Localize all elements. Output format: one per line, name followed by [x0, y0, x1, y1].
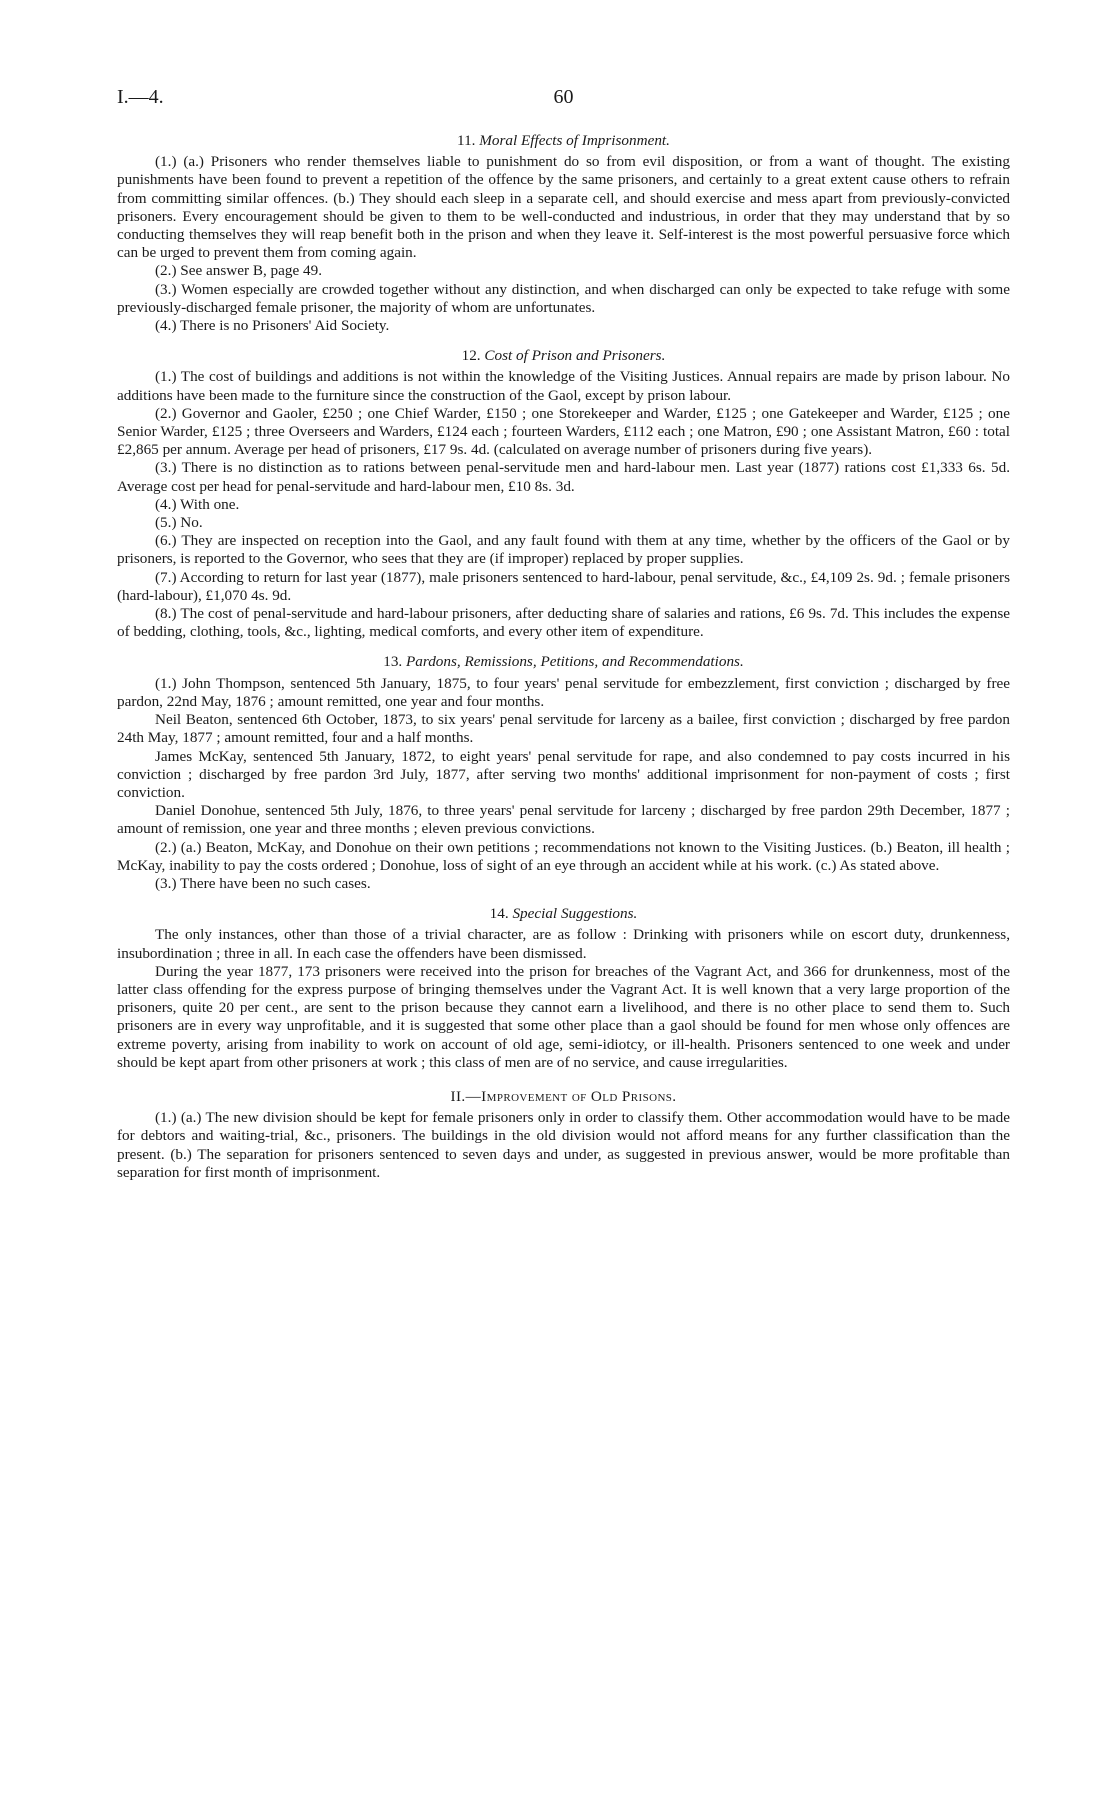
section-special-suggestions: [117, 905, 1010, 1072]
paragraph: (3.) There have been no such cases.: [155, 874, 371, 892]
paragraph: (3.) There is no distinction as to rations between penal-servitude men and hard-labour men. Last year (1877) rations cost £1,333 6s. 5d. Average cost per head for penal-servitude and hard-labour men, £10 8s. 3d.: [117, 459, 1010, 495]
paragraph: (1.) (a.) Prisoners who render themselves liable to punishment do so from evil disposition, or from a want of thought. The existing punishments have been found to prevent a repetition of the offence by the same prisoners, and certainly to a great extent cause others to refrain from committing similar offences. (b.) They should each sleep in a separate cell, and should exercise and mess apart from previously-convicted prisoners. Every encouragement should be given to them to be well-conducted and industrious, in order that they may understand that by so conducting themselves they will reap benefit both in the prison and when they leave it. Self-interest is the most powerful persuasive force which can be urged to prevent them from coming again.: [117, 153, 1010, 262]
section-improvement-old-prisons: [117, 1088, 1010, 1182]
section-moral-effects: [117, 132, 1010, 335]
paragraph: (7.) According to return for last year (1877), male prisoners sentenced to hard-labour, penal servitude, &c., £4,109 2s. 9d. ; female prisoners (hard-labour), £1,070 4s. 9d.: [117, 568, 1010, 604]
paragraph: (1.) The cost of buildings and additions is not within the knowledge of the Visiting Justices. Annual repairs are made by prison labour. No additions have been made to the furniture since the construction of the Gaol, except by prison labour.: [117, 368, 1010, 404]
section-heading: II.—Improvement of Old Prisons.: [450, 1087, 677, 1105]
paragraph: Neil Beaton, sentenced 6th October, 1873, to six years' penal servitude for larceny as a bailee, first conviction ; discharged by free pardon 24th May, 1877 ; amount remitted, four and a half months.: [117, 711, 1010, 747]
document-reference: I.—4.: [117, 86, 164, 108]
section-cost-of-prison: [117, 347, 1010, 641]
page-number: 60: [553, 86, 574, 108]
page-header: [117, 88, 1010, 118]
document-page: [117, 88, 1010, 1194]
paragraph: (6.) They are inspected on reception into the Gaol, and any fault found with them at any time, whether by the officers of the Gaol or by prisoners, is reported to the Governor, who sees that they are (if improper) replaced by proper supplies.: [117, 532, 1010, 568]
paragraph: (2.) Governor and Gaoler, £250 ; one Chief Warder, £150 ; one Storekeeper and Warder, £125 ; one Gatekeeper and Warder, £125 ; one Senior Warder, £125 ; three Overseers and Warders, £124 each ; fourteen Warders, £112 each ; one Matron, £90 ; one Assistant Matron, £60 : total £2,865 per annum. Average per head of prisoners, £17 9s. 4d. (calculated on average number of prisoners during five years).: [117, 404, 1010, 459]
section-heading: 11. Moral Effects of Imprisonment.: [457, 132, 670, 149]
section-heading: 14. Special Suggestions.: [489, 905, 638, 923]
paragraph: (8.) The cost of penal-servitude and hard-labour prisoners, after deducting share of salaries and rations, £6 9s. 7d. This includes the expense of bedding, clothing, tools, &c., lighting, medical comforts, and every other item of expenditure.: [117, 605, 1010, 641]
paragraph: (4.) With one.: [155, 495, 240, 513]
paragraph: (1.) (a.) The new division should be kept for female prisoners only in order to classify them. Other accommodation would have to be made for debtors and waiting-trial, &c., prisoners. The buildings in the old division would not afford means for any further classification than the present. (b.) The separation for prisoners sentenced to seven days and under, as suggested in previous answer, would be more profitable than separation for first month of imprisonment.: [117, 1109, 1010, 1181]
paragraph: Daniel Donohue, sentenced 5th July, 1876, to three years' penal servitude for larceny ; discharged by free pardon 29th December, 1877 ; amount of remission, one year and three months ; eleven previous convictions.: [117, 802, 1010, 838]
paragraph: (2.) See answer B, page 49.: [155, 262, 323, 280]
paragraph: (3.) Women especially are crowded together without any distinction, and when discharged can only be expected to take refuge with some previously-discharged female prisoner, the majority of whom are unfortunates.: [117, 280, 1010, 316]
paragraph: The only instances, other than those of a trivial character, are as follow : Drinking with prisoners while on escort duty, drunkenness, insubordination ; three in all. In each case the offenders have been dismissed.: [117, 926, 1010, 962]
paragraph: (4.) There is no Prisoners' Aid Society.: [155, 317, 390, 335]
paragraph: James McKay, sentenced 5th January, 1872, to eight years' penal servitude for rape, and also condemned to pay costs incurred in his conviction ; discharged by free pardon 3rd July, 1877, after serving two months' additional imprisonment for non-payment of costs ; first conviction.: [117, 747, 1010, 801]
paragraph: (5.) No.: [155, 514, 203, 532]
paragraph: (1.) John Thompson, sentenced 5th January, 1875, to four years' penal servitude for embezzlement, first conviction ; discharged by free pardon, 22nd May, 1876 ; amount remitted, one year and four months.: [117, 674, 1010, 710]
section-heading: 12. Cost of Prison and Prisoners.: [461, 347, 666, 365]
section-pardons: [117, 653, 1010, 893]
paragraph: During the year 1877, 173 prisoners were received into the prison for breaches of the Vagrant Act, and 366 for drunkenness, most of the latter class offending for the express purpose of bringing themselves under the Vagrant Act. It is well known that a very large proportion of the prisoners, quite 20 per cent., are sent to the prison because they cannot earn a livelihood, and there is no other place to send them to. Such prisoners are in every way unprofitable, and it is suggested that some other place than a gaol should be found for men whose only offences are extreme poverty, arising from inability to work on account of old age, semi-idiotcy, or ill-health. Prisoners sentenced to one week and under should be kept apart from other prisoners at work ; this class of men are of no service, and cause irregularities.: [117, 962, 1010, 1071]
section-heading: 13. Pardons, Remissions, Petitions, and Recommendations.: [383, 653, 744, 671]
paragraph: (2.) (a.) Beaton, McKay, and Donohue on their own petitions ; recommendations not known to the Visiting Justices. (b.) Beaton, ill health ; McKay, inability to pay the costs ordered ; Donohue, loss of sight of an eye through an accident while at his work. (c.) As stated above.: [117, 838, 1010, 874]
